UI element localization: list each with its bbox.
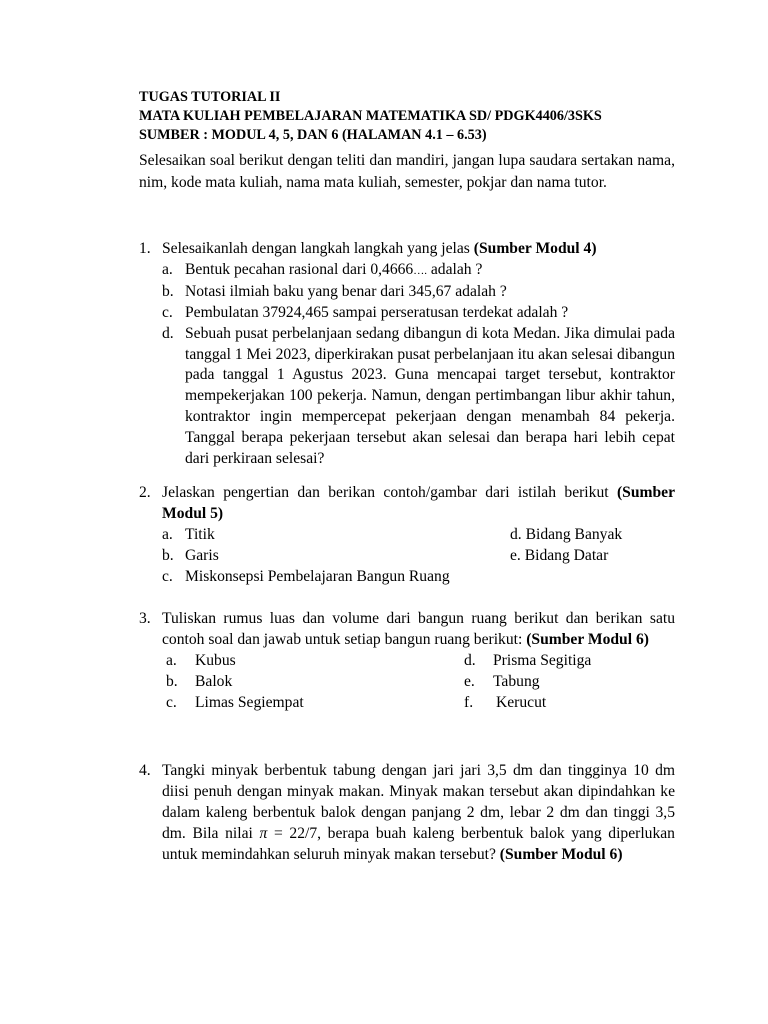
item-e: e. Bidang Datar xyxy=(510,546,609,564)
item-text: Limas Segiempat xyxy=(195,693,304,711)
question-1-item-a xyxy=(139,260,675,282)
item-label: c. xyxy=(162,567,173,585)
item-label: d. xyxy=(162,324,174,342)
instructions-paragraph: Selesaikan soal berikut dengan teliti dan mandiri, jangan lupa saudara sertakan nama, nim, kode mata kuliah, nama mata kuliah, semester, pokjar dan nama tutor. xyxy=(139,152,675,191)
question-text: Tangki minyak berbentuk tabung dengan jari jari 3,5 dm dan tingginya 10 dm diisi penuh dengan minyak makan. Minyak makan tersebut akan dipindahkan ke dalam kaleng berbentuk balok dengan panjang 2 dm, lebar 2 dm dan tinggi 3,5 dm. Bila nilai xyxy=(162,762,675,842)
item-label: f. xyxy=(464,693,474,711)
item-text: Kubus xyxy=(195,651,236,669)
question-text: Selesaikanlah dengan langkah langkah yang jelas xyxy=(162,240,474,257)
question-3-stem xyxy=(139,609,675,651)
item-dots: …. xyxy=(413,264,427,277)
header-title: TUGAS TUTORIAL II xyxy=(139,89,281,105)
item-text: Bentuk pecahan rasional dari 0,4666 xyxy=(185,260,414,278)
source-reference: (Sumber Modul 5) xyxy=(162,484,675,522)
question-1-item-d xyxy=(139,324,675,470)
item-text: Miskonsepsi Pembelajaran Bangun Ruang xyxy=(185,567,450,585)
item-text: Balok xyxy=(195,672,233,690)
item-text: Notasi ilmiah baku yang benar dari 345,67 adalah ? xyxy=(185,282,507,300)
question-3-row-3 xyxy=(139,693,675,714)
question-4 xyxy=(139,761,675,866)
item-text: Sebuah pusat perbelanjaan sedang dibangun di kota Medan. Jika dimulai pada tanggal 1 Mei 2023, diperkirakan pusat perbelanjaan itu akan selesai dibangun pada tanggal 1 Agustus 2023. Guna mencapai target tersebut, kontraktor mempekerjakan 100 pekerja. Namun, dengan pertimbangan libur akhir tahun, kontraktor ingin mempercepat pekerjaan dengan menambah 84 pekerja. Tanggal berapa pekerjaan tersebut akan selesai dan berapa hari lebih cepat dari perkiraan selesai? xyxy=(185,324,675,468)
item-text: Titik xyxy=(185,525,215,543)
question-3 xyxy=(139,609,675,713)
item-text-tail: adalah ? xyxy=(426,260,483,278)
item-label: e. xyxy=(464,672,475,690)
question-2-row-1 xyxy=(139,525,675,546)
item-label: a. xyxy=(162,260,173,278)
item-text: Tabung xyxy=(493,672,540,690)
question-text-continued: = 22/7, berapa buah kaleng berbentuk balok yang diperlukan untuk memindahkan seluruh minyak makan tersebut? xyxy=(162,824,675,863)
item-text: Kerucut xyxy=(496,693,547,711)
question-1-item-b xyxy=(139,282,675,303)
document-header xyxy=(139,88,699,145)
item-label: c. xyxy=(166,693,177,711)
item-label: c. xyxy=(162,303,173,321)
item-label: b. xyxy=(162,546,174,564)
question-1-item-c xyxy=(139,303,675,324)
question-4-stem xyxy=(139,761,675,866)
item-label: b. xyxy=(162,282,174,300)
question-2-row-2 xyxy=(139,546,675,567)
header-course: MATA KULIAH PEMBELAJARAN MATEMATIKA SD/ PDGK4406/3SKS xyxy=(139,108,602,124)
question-number: 3. xyxy=(139,610,151,627)
item-text: Garis xyxy=(185,546,219,564)
question-number: 4. xyxy=(139,762,151,779)
item-label: a. xyxy=(162,525,173,543)
question-text: Tuliskan rumus luas dan volume dari bangun ruang berikut dan berikan satu contoh soal dan jawab untuk setiap bangun ruang berikut: xyxy=(162,610,675,648)
item-label: b. xyxy=(166,672,178,690)
question-text: Jelaskan pengertian dan berikan contoh/gambar dari istilah berikut xyxy=(162,484,617,501)
question-number: 2. xyxy=(139,484,151,501)
source-reference: (Sumber Modul 6) xyxy=(526,630,649,648)
item-label: d. xyxy=(464,651,476,669)
item-text: Pembulatan 37924,465 sampai perseratusan terdekat adalah ? xyxy=(185,303,569,321)
source-reference: (Sumber Modul 4) xyxy=(473,240,597,257)
pi-symbol: π xyxy=(259,824,268,842)
item-d: d. Bidang Banyak xyxy=(510,525,623,543)
question-1 xyxy=(139,239,675,470)
question-3-row-2 xyxy=(139,672,675,693)
question-1-stem xyxy=(139,239,675,260)
question-number: 1. xyxy=(139,240,151,257)
source-reference: (Sumber Modul 6) xyxy=(499,845,623,863)
header-source: SUMBER : MODUL 4, 5, DAN 6 (HALAMAN 4.1 – 6.53) xyxy=(139,127,487,143)
question-3-row-1 xyxy=(139,651,675,672)
question-2-stem xyxy=(139,483,675,525)
question-2-row-3 xyxy=(139,567,675,588)
item-text: Prisma Segitiga xyxy=(493,651,592,669)
item-label: a. xyxy=(166,651,177,669)
question-2 xyxy=(139,483,675,587)
